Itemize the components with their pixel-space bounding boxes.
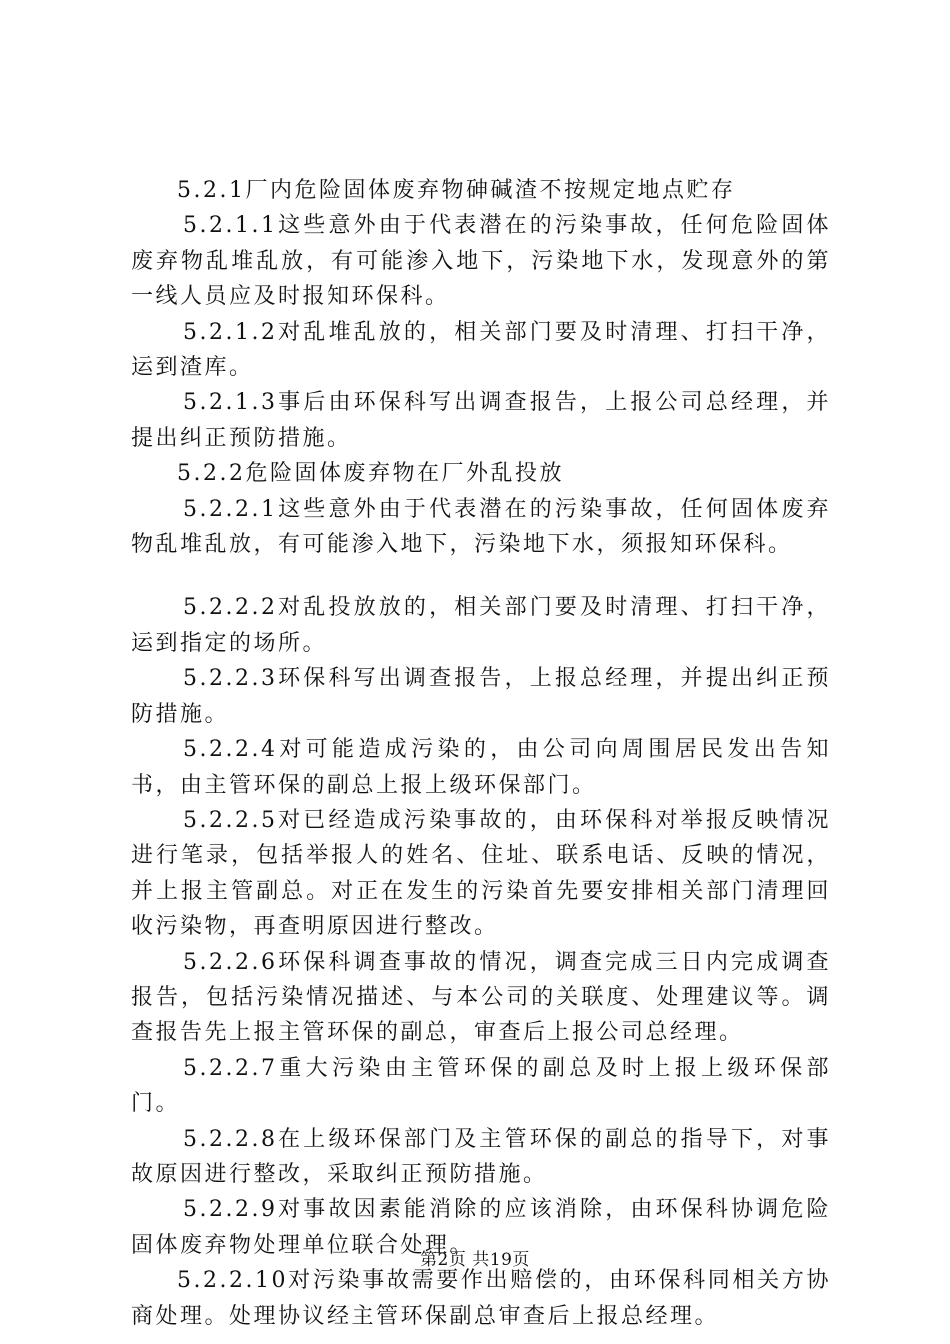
paragraph-gap — [131, 562, 831, 590]
paragraph-5-2-2-4: 5.2.2.4对可能造成污染的，由公司向周围居民发出告知书，由主管环保的副总上报上级环保部门。 — [131, 737, 831, 798]
paragraph-5-2-2-2: 5.2.2.2对乱投放放的，相关部门要及时清理、打扫干净，运到指定的场所。 — [131, 595, 831, 656]
paragraph-5-2-2-9: 5.2.2.9对事故因素能消除的应该消除，由环保科协调危险固体废弃物处理单位联合处理。 — [131, 1197, 831, 1258]
document-body — [131, 173, 831, 1334]
paragraph-5-2-2-3: 5.2.2.3环保科写出调查报告，上报总经理，并提出纠正预防措施。 — [131, 666, 831, 727]
paragraph-5-2-2-7: 5.2.2.7重大污染由主管环保的副总及时上报上级环保部门。 — [131, 1055, 831, 1117]
paragraph-5-2-2-6: 5.2.2.6环保科调查事故的情况，调查完成三日内完成调查报告，包括污染情况描述、与本公司的关联度、处理建议等。调查报告先上报主管环保的副总，审查后上报公司总经理。 — [131, 949, 831, 1046]
paragraph-5-2-1-1: 5.2.1.1这些意外由于代表潜在的污染事故，任何危险固体废弃物乱堆乱放，有可能渗入地下，污染地下水，发现意外的第一线人员应及时报知环保科。 — [131, 213, 831, 310]
paragraph-5-2-1-2: 5.2.1.2对乱堆乱放的，相关部门要及时清理、打扫干净，运到渣库。 — [131, 319, 831, 381]
paragraph-5-2-2-10: 5.2.2.10对污染事故需要作出赔偿的，由环保科同相关方协商处理。处理协议经主管环保副总审查后上报总经理。 — [131, 1268, 831, 1329]
page-footer: 第2页 共19页 — [420, 1250, 530, 1270]
paragraph-5-2-1: 5.2.1厂内危险固体废弃物砷碱渣不按规定地点贮存 — [177, 178, 736, 203]
paragraph-5-2-1-3: 5.2.1.3事后由环保科写出调查报告，上报公司总经理，并提出纠正预防措施。 — [131, 390, 831, 451]
paragraph-5-2-2: 5.2.2危险固体废弃物在厂外乱投放 — [177, 461, 564, 487]
paragraph-5-2-2-5: 5.2.2.5对已经造成污染事故的，由环保科对举报反映情况进行笔录，包括举报人的姓名、住址、联系电话、反映的情况，并上报主管副总。对正在发生的污染首先要安排相关部门清理回收污染物，再查明原因进行整改。 — [131, 807, 831, 940]
paragraph-5-2-2-1: 5.2.2.1这些意外由于代表潜在的污染事故，任何固体废弃物乱堆乱放，有可能渗入地下，污染地下水，须报知环保科。 — [131, 496, 831, 558]
paragraph-5-2-2-8: 5.2.2.8在上级环保部门及主管环保的副总的指导下，对事故原因进行整改，采取纠正预防措施。 — [131, 1126, 831, 1187]
